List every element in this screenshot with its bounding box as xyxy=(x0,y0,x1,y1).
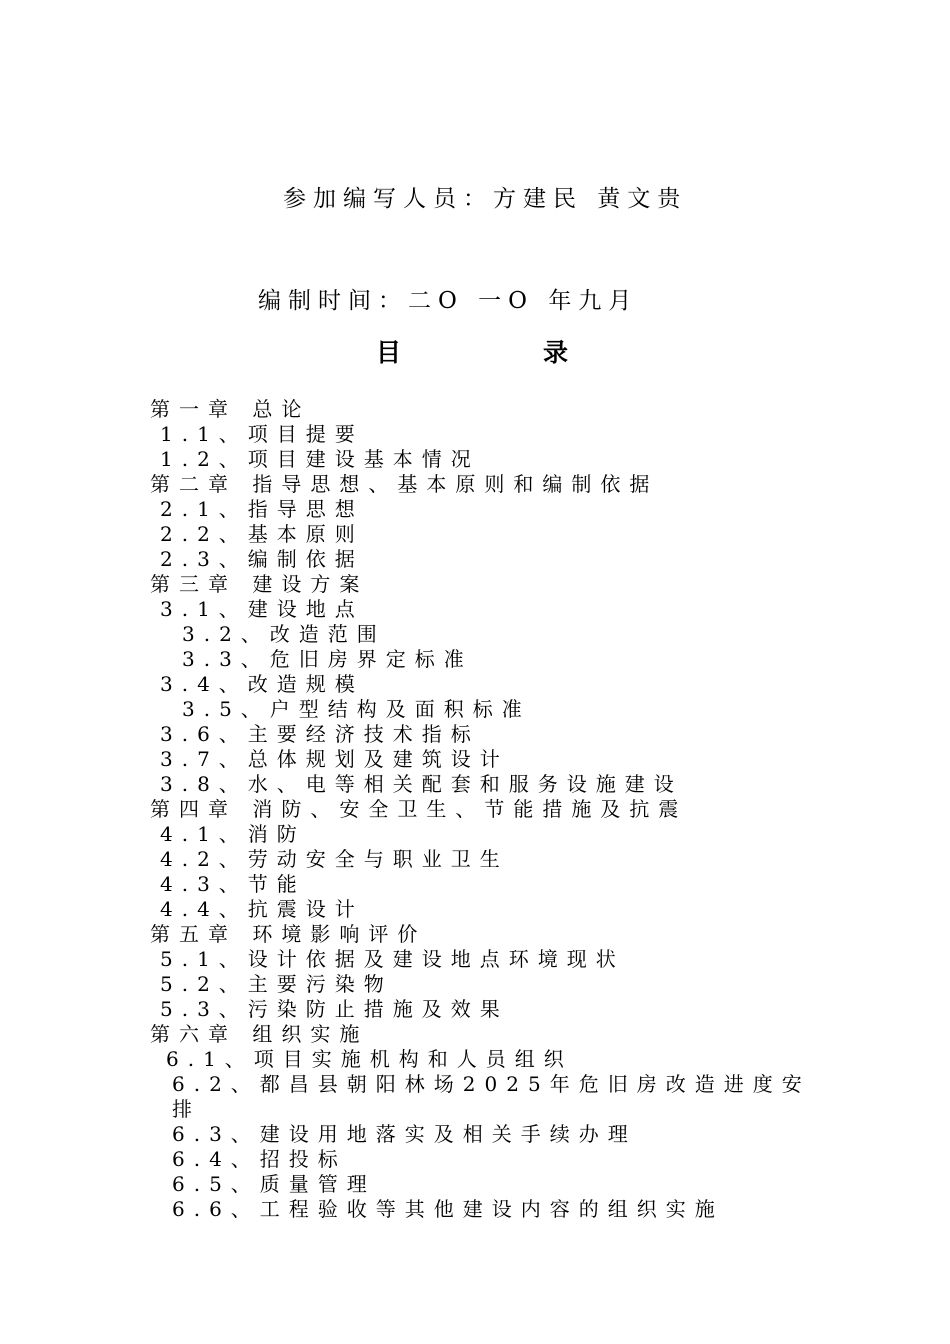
toc-chapter-4: 第四章 消防、安全卫生、节能措施及抗震 xyxy=(150,797,688,821)
toc-item-3-1: 3.1、建设地点 xyxy=(160,597,364,621)
toc-item-3-7: 3.7、总体规划及建筑设计 xyxy=(160,747,509,771)
toc-item-4-4: 4.4、抗震设计 xyxy=(160,897,364,921)
toc-item-2-2: 2.2、基本原则 xyxy=(160,522,364,546)
toc-item-5-1: 5.1、设计依据及建设地点环境现状 xyxy=(160,947,625,971)
toc-item-3-8: 3.8、水、电等相关配套和服务设施建设 xyxy=(160,772,683,796)
toc-item-4-3: 4.3、节能 xyxy=(160,872,306,896)
toc-chapter-2: 第二章 指导思想、基本原则和编制依据 xyxy=(150,472,659,496)
toc-item-3-5: 3.5、户型结构及面积标准 xyxy=(182,697,531,721)
toc-item-1-1: 1.1、项目提要 xyxy=(160,422,364,446)
toc-item-4-2: 4.2、劳动安全与职业卫生 xyxy=(160,847,509,871)
toc-item-5-3: 5.3、污染防止措施及效果 xyxy=(160,997,509,1021)
toc-item-4-1: 4.1、消防 xyxy=(160,822,306,846)
toc-heading xyxy=(376,333,569,369)
toc-item-2-3: 2.3、编制依据 xyxy=(160,547,364,571)
toc-chapter-5: 第五章 环境影响评价 xyxy=(150,922,427,946)
toc-item-2-1: 2.1、指导思想 xyxy=(160,497,364,521)
table-of-contents xyxy=(150,397,830,1222)
toc-item-1-2: 1.2、项目建设基本情况 xyxy=(160,447,480,471)
toc-item-6-6: 6.6、工程验收等其他建设内容的组织实施 xyxy=(172,1197,724,1221)
toc-chapter-3: 第三章 建设方案 xyxy=(150,572,369,596)
toc-item-5-2: 5.2、主要污染物 xyxy=(160,972,393,996)
authors-line: 参加编写人员：方建民 黄文贵 xyxy=(283,186,688,212)
toc-heading-part2: 录 xyxy=(543,338,569,367)
toc-item-3-4: 3.4、改造规模 xyxy=(160,672,364,696)
toc-item-6-5: 6.5、质量管理 xyxy=(172,1172,376,1196)
compile-date: 编制时间：二O 一O 年九月 xyxy=(258,288,639,314)
toc-item-3-6: 3.6、主要经济技术指标 xyxy=(160,722,480,746)
toc-item-3-3: 3.3、危旧房界定标准 xyxy=(182,647,473,671)
toc-item-6-2: 6.2、都昌县朝阳林场2025年危旧房改造进度安排 xyxy=(172,1072,811,1121)
toc-item-6-1: 6.1、项目实施机构和人员组织 xyxy=(166,1047,573,1071)
toc-chapter-1: 第一章 总论 xyxy=(150,397,311,421)
toc-heading-part1: 目 xyxy=(376,338,402,367)
toc-item-3-2: 3.2、改造范围 xyxy=(182,622,386,646)
toc-chapter-6: 第六章 组织实施 xyxy=(150,1022,369,1046)
toc-item-6-3: 6.3、建设用地落实及相关手续办理 xyxy=(172,1122,637,1146)
toc-item-6-4: 6.4、招投标 xyxy=(172,1147,347,1171)
